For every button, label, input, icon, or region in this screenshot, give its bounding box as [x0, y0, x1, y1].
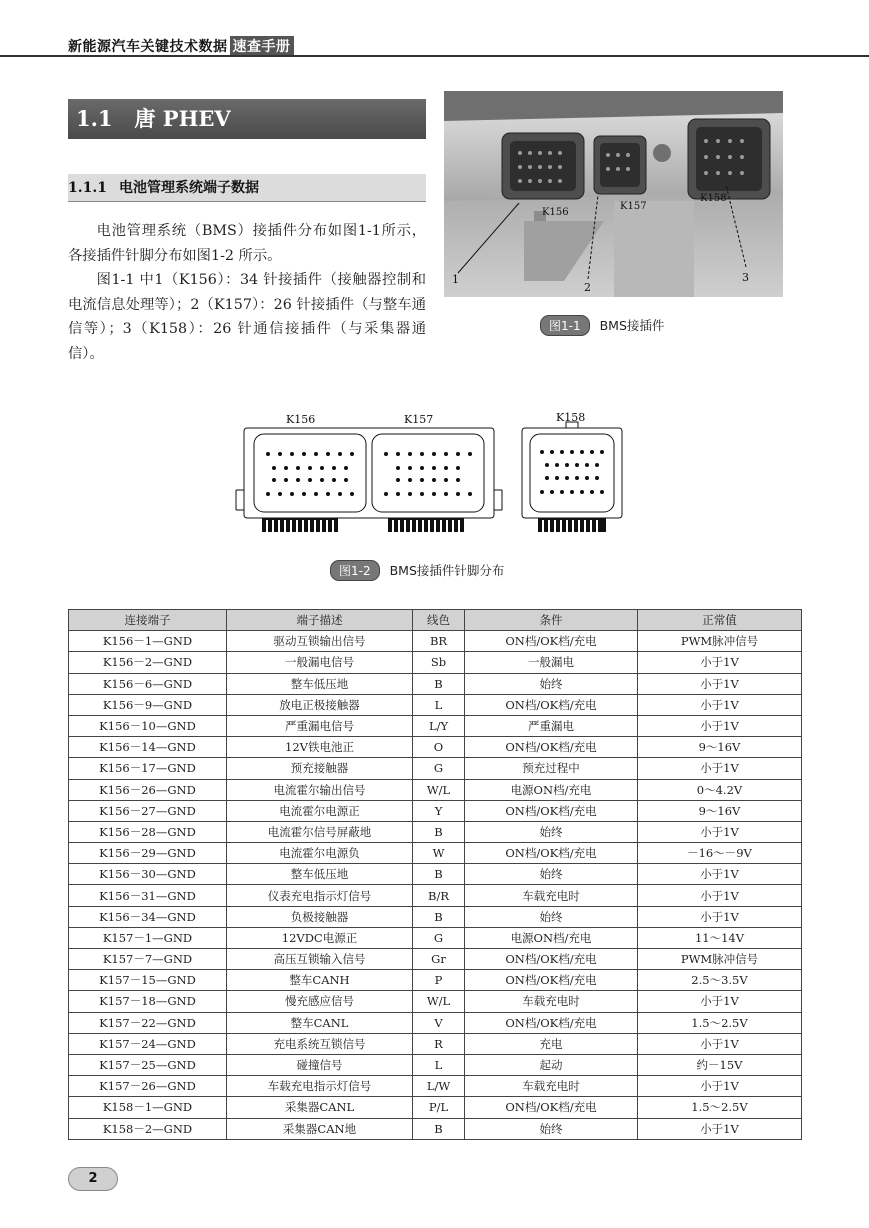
cell-normal-value: 小于1V	[638, 864, 802, 885]
table-row	[69, 1076, 802, 1097]
cell-description: 电流霍尔电源正	[227, 800, 413, 821]
cell-normal-value: 小于1V	[638, 1118, 802, 1139]
cell-terminal: K156－6—GND	[69, 673, 227, 694]
cell-normal-value: 小于1V	[638, 652, 802, 673]
col-header-terminal: 连接端子	[69, 610, 227, 631]
cell-condition: ON档/OK档/充电	[465, 843, 638, 864]
cell-terminal: K156－29—GND	[69, 843, 227, 864]
pin-label-k157: K157	[404, 413, 434, 426]
cell-terminal: K157－18—GND	[69, 991, 227, 1012]
table-row	[69, 949, 802, 970]
cell-normal-value: 小于1V	[638, 758, 802, 779]
cell-normal-value: 小于1V	[638, 673, 802, 694]
col-header-normal-value: 正常值	[638, 610, 802, 631]
cell-condition: 始终	[465, 906, 638, 927]
table-row	[69, 737, 802, 758]
book-title: 新能源汽车关键技术数据 速查手册	[68, 36, 294, 56]
subsection-heading	[68, 174, 426, 202]
pin-label-k156: K156	[286, 413, 316, 426]
cell-terminal: K156－27—GND	[69, 800, 227, 821]
cell-wire-color: L/W	[413, 1076, 465, 1097]
cell-condition: 一般漏电	[465, 652, 638, 673]
table-row	[69, 991, 802, 1012]
cell-wire-color: L	[413, 694, 465, 715]
cell-normal-value: 9～16V	[638, 737, 802, 758]
cell-wire-color: B	[413, 864, 465, 885]
cell-description: 充电系统互锁信号	[227, 1033, 413, 1054]
table-row	[69, 1118, 802, 1139]
cell-terminal: K157－25—GND	[69, 1054, 227, 1075]
cell-description: 12VDC电源正	[227, 927, 413, 948]
section-heading	[68, 99, 426, 139]
figure1-caption-label: 图1-1	[540, 315, 590, 336]
cell-terminal: K156－34—GND	[69, 906, 227, 927]
table-row	[69, 970, 802, 991]
table-row	[69, 631, 802, 652]
cell-description: 慢充感应信号	[227, 991, 413, 1012]
book-badge: 速查手册	[230, 36, 294, 56]
cell-condition: 电源ON档/充电	[465, 779, 638, 800]
subsection-title: 电池管理系统端子数据	[118, 180, 259, 196]
cell-description: 12V铁电池正	[227, 737, 413, 758]
cell-condition: ON档/OK档/充电	[465, 631, 638, 652]
section-number: 1.1	[76, 106, 113, 131]
cell-terminal: K156－26—GND	[69, 779, 227, 800]
cell-normal-value: 1.5～2.5V	[638, 1097, 802, 1118]
cell-description: 预充接触器	[227, 758, 413, 779]
photo-label-k157: K157	[620, 201, 647, 212]
cell-description: 电流霍尔输出信号	[227, 779, 413, 800]
cell-condition: 车载充电时	[465, 885, 638, 906]
cell-description: 整车低压地	[227, 864, 413, 885]
cell-condition: 起动	[465, 1054, 638, 1075]
photo-label-k156: K156	[542, 207, 569, 218]
terminal-data-table	[68, 609, 802, 1140]
cell-terminal: K156－17—GND	[69, 758, 227, 779]
table-row	[69, 1097, 802, 1118]
table-row	[69, 652, 802, 673]
cell-condition: ON档/OK档/充电	[465, 949, 638, 970]
table-row	[69, 673, 802, 694]
figure2-caption-text: BMS接插件针脚分布	[389, 563, 505, 578]
cell-wire-color: B	[413, 906, 465, 927]
cell-wire-color: V	[413, 1012, 465, 1033]
cell-terminal: K156－9—GND	[69, 694, 227, 715]
cell-condition: 始终	[465, 864, 638, 885]
cell-wire-color: R	[413, 1033, 465, 1054]
table-row	[69, 800, 802, 821]
cell-terminal: K156－10—GND	[69, 715, 227, 736]
table-row	[69, 694, 802, 715]
cell-normal-value: 1.5～2.5V	[638, 1012, 802, 1033]
cell-wire-color: G	[413, 758, 465, 779]
cell-wire-color: B	[413, 1118, 465, 1139]
cell-normal-value: 约－15V	[638, 1054, 802, 1075]
table-row	[69, 885, 802, 906]
cell-description: 放电正极接触器	[227, 694, 413, 715]
cell-terminal: K156－30—GND	[69, 864, 227, 885]
cell-wire-color: Y	[413, 800, 465, 821]
table-row	[69, 715, 802, 736]
table-header	[69, 610, 802, 631]
cell-description: 整车CANL	[227, 1012, 413, 1033]
page-number: 2	[68, 1167, 118, 1191]
cell-description: 电流霍尔电源负	[227, 843, 413, 864]
cell-condition: ON档/OK档/充电	[465, 694, 638, 715]
table-header-row	[69, 610, 802, 631]
cell-condition: ON档/OK档/充电	[465, 800, 638, 821]
cell-condition: ON档/OK档/充电	[465, 1012, 638, 1033]
pin-label-k158: K158	[556, 411, 586, 424]
cell-normal-value: 小于1V	[638, 1076, 802, 1097]
cell-condition: 严重漏电	[465, 715, 638, 736]
cell-description: 采集器CANL	[227, 1097, 413, 1118]
table-row	[69, 864, 802, 885]
cell-terminal: K156－28—GND	[69, 821, 227, 842]
cell-wire-color: G	[413, 927, 465, 948]
table-body	[69, 631, 802, 1140]
connector-pin-diagram	[232, 410, 632, 540]
cell-condition: 电源ON档/充电	[465, 927, 638, 948]
bms-connector-photo	[444, 91, 783, 297]
cell-normal-value: 0～4.2V	[638, 779, 802, 800]
cell-condition: 车载充电时	[465, 991, 638, 1012]
cell-normal-value: 小于1V	[638, 715, 802, 736]
cell-terminal: K157－7—GND	[69, 949, 227, 970]
table-row	[69, 779, 802, 800]
cell-description: 一般漏电信号	[227, 652, 413, 673]
cell-normal-value: 2.5～3.5V	[638, 970, 802, 991]
cell-wire-color: W	[413, 843, 465, 864]
table-row	[69, 1033, 802, 1054]
cell-description: 仪表充电指示灯信号	[227, 885, 413, 906]
table-row	[69, 1054, 802, 1075]
cell-normal-value: 小于1V	[638, 991, 802, 1012]
cell-description: 驱动互锁输出信号	[227, 631, 413, 652]
cell-description: 电流霍尔信号屏蔽地	[227, 821, 413, 842]
figure1-caption	[540, 315, 664, 336]
figure2-caption	[330, 560, 504, 581]
table-row	[69, 906, 802, 927]
section-title: 唐 PHEV	[134, 106, 231, 131]
cell-terminal: K157－15—GND	[69, 970, 227, 991]
cell-condition: 充电	[465, 1033, 638, 1054]
col-header-description: 端子描述	[227, 610, 413, 631]
cell-normal-value: 小于1V	[638, 821, 802, 842]
cell-wire-color: O	[413, 737, 465, 758]
cell-normal-value: PWM脉冲信号	[638, 949, 802, 970]
cell-terminal: K157－1—GND	[69, 927, 227, 948]
cell-condition: ON档/OK档/充电	[465, 1097, 638, 1118]
header-rule	[0, 55, 869, 57]
cell-condition: 预充过程中	[465, 758, 638, 779]
cell-terminal: K157－24—GND	[69, 1033, 227, 1054]
cell-description: 负极接触器	[227, 906, 413, 927]
table-row	[69, 758, 802, 779]
cell-wire-color: L	[413, 1054, 465, 1075]
table-row	[69, 843, 802, 864]
cell-normal-value: 小于1V	[638, 694, 802, 715]
cell-wire-color: W/L	[413, 991, 465, 1012]
cell-normal-value: PWM脉冲信号	[638, 631, 802, 652]
cell-condition: 始终	[465, 821, 638, 842]
cell-terminal: K156－31—GND	[69, 885, 227, 906]
cell-description: 碰撞信号	[227, 1054, 413, 1075]
cell-terminal: K157－26—GND	[69, 1076, 227, 1097]
cell-description: 车载充电指示灯信号	[227, 1076, 413, 1097]
cell-condition: ON档/OK档/充电	[465, 737, 638, 758]
connector-paragraph: 图1-1 中1（K156）：34 针接插件（接触器控制和电流信息处理等）；2（K157）：26 针接插件（与整车通信等）；3（K158）：26 针通信接插件（与采集器通信）。	[68, 272, 426, 362]
cell-wire-color: B	[413, 821, 465, 842]
page-header	[0, 0, 869, 58]
cell-condition: ON档/OK档/充电	[465, 970, 638, 991]
cell-wire-color: W/L	[413, 779, 465, 800]
cell-terminal: K158－1—GND	[69, 1097, 227, 1118]
cell-terminal: K156－1—GND	[69, 631, 227, 652]
cell-wire-color: B/R	[413, 885, 465, 906]
cell-terminal: K157－22—GND	[69, 1012, 227, 1033]
table-row	[69, 927, 802, 948]
table-row	[69, 1012, 802, 1033]
cell-terminal: K156－2—GND	[69, 652, 227, 673]
cell-description: 采集器CAN地	[227, 1118, 413, 1139]
cell-wire-color: Gr	[413, 949, 465, 970]
figure1-caption-text: BMS接插件	[599, 318, 665, 333]
col-header-condition: 条件	[465, 610, 638, 631]
cell-wire-color: B	[413, 673, 465, 694]
cell-condition: 始终	[465, 1118, 638, 1139]
photo-label-3: 3	[742, 271, 749, 284]
cell-wire-color: Sb	[413, 652, 465, 673]
photo-label-2: 2	[584, 281, 591, 294]
cell-condition: 车载充电时	[465, 1076, 638, 1097]
photo-label-k158: K158	[700, 193, 727, 204]
cell-description: 整车CANH	[227, 970, 413, 991]
cell-condition: 始终	[465, 673, 638, 694]
cell-terminal: K156－14—GND	[69, 737, 227, 758]
cell-terminal: K158－2—GND	[69, 1118, 227, 1139]
cell-wire-color: L/Y	[413, 715, 465, 736]
intro-paragraph: 电池管理系统（BMS）接插件分布如图1-1所示，各接插件针脚分布如图1-2 所示。	[68, 223, 426, 264]
cell-description: 高压互锁输入信号	[227, 949, 413, 970]
col-header-wire-color: 线色	[413, 610, 465, 631]
cell-normal-value: －16～－9V	[638, 843, 802, 864]
cell-wire-color: P/L	[413, 1097, 465, 1118]
cell-normal-value: 小于1V	[638, 1033, 802, 1054]
cell-description: 整车低压地	[227, 673, 413, 694]
cell-wire-color: BR	[413, 631, 465, 652]
figure2-caption-label: 图1-2	[330, 560, 380, 581]
cell-normal-value: 11～14V	[638, 927, 802, 948]
cell-description: 严重漏电信号	[227, 715, 413, 736]
cell-normal-value: 小于1V	[638, 906, 802, 927]
table-row	[69, 821, 802, 842]
cell-wire-color: P	[413, 970, 465, 991]
subsection-number: 1.1.1	[68, 180, 107, 196]
cell-normal-value: 9～16V	[638, 800, 802, 821]
cell-normal-value: 小于1V	[638, 885, 802, 906]
photo-label-1: 1	[452, 273, 459, 286]
